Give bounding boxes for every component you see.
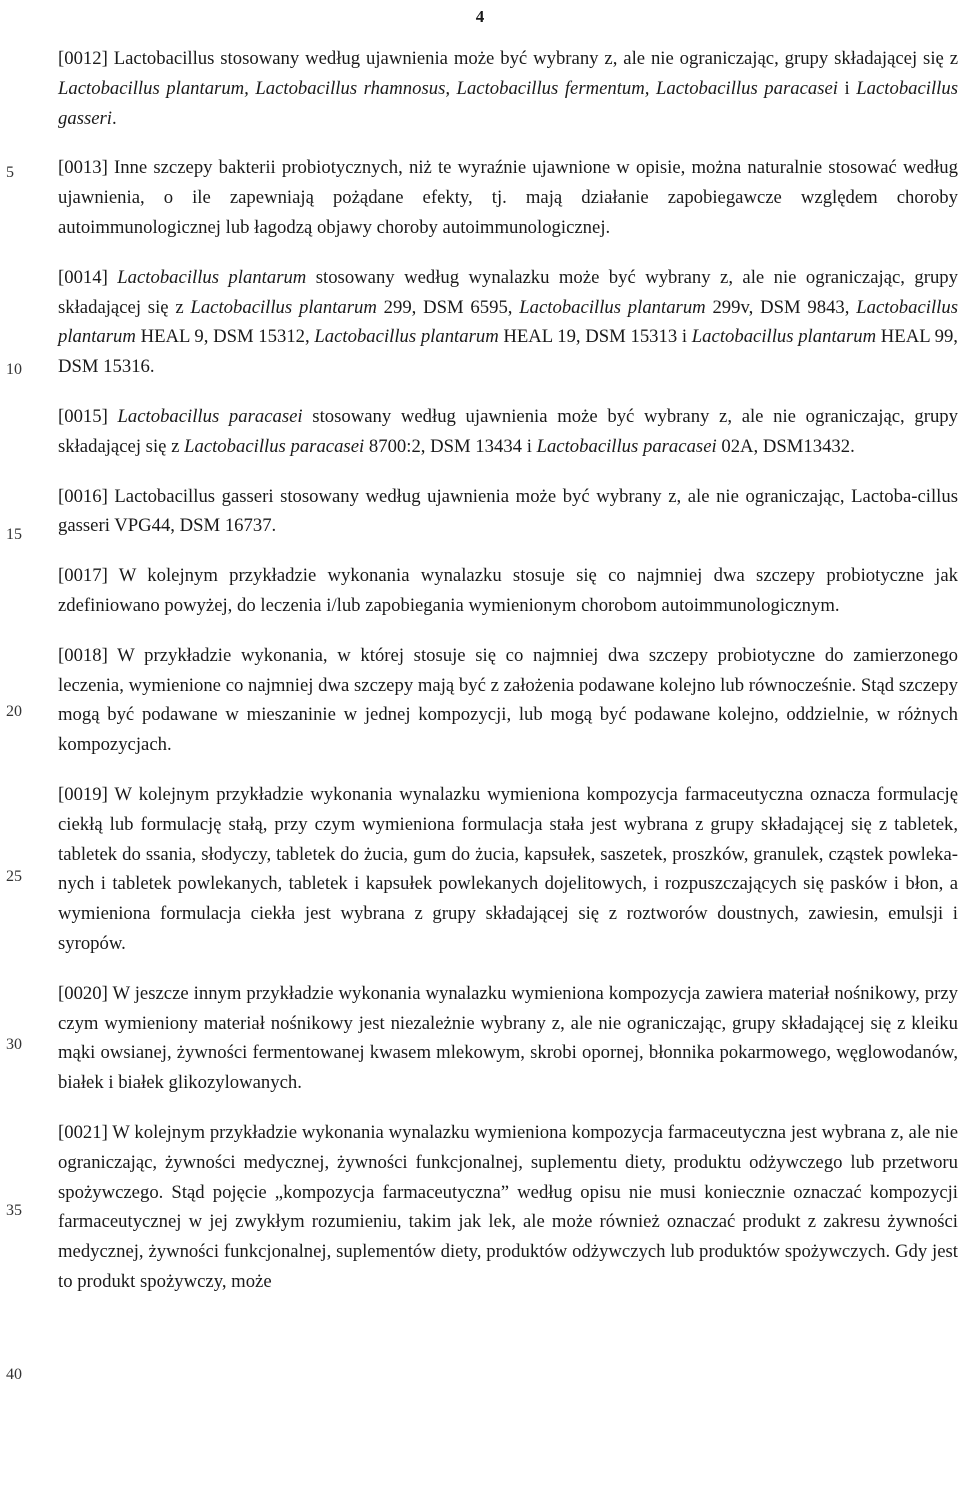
paragraph-number: [0014]: [58, 266, 108, 288]
paragraph-text: W kolejnym przykładzie wykonania wynalazku wymieniona kompozycja farmaceutyczna oznacza formulację ciekłą lub formulację stałą, przy czym wymieniona formulacja stała jest wybrana z grupy składającej się z tabletek, tabletek do ssania, słodyczy, tabletek do żucia, gum do żucia, kapsułek, saszetek, proszków, granulek, cząstek powlekanych i tabletek powlekanych, tabletek i kapsułek powlekanych dojelitowych, i rozpuszczających się pasków i błon, a wymieniona formulacja ciekła jest wybrana z grupy składającej się z roztworów doustnych, zawiesin, emulsji i syropów.: [58, 783, 958, 954]
paragraph-text: W kolejnym przykładzie wykonania wynalazku stosuje się co najmniej dwa szczepy probiotyczne jak zdefiniowano powyżej, do leczenia i/lub zapobiegania wymienionym chorobom autoimmunologicznym.: [58, 565, 958, 616]
paragraph-text: 299, DSM 6595,: [376, 296, 520, 318]
line-number: 5: [6, 164, 14, 181]
paragraph-text: i: [837, 77, 857, 99]
paragraph-text: Lactobacillus stosowany według ujawnienia może być wybrany z, ale nie ograniczając, grupy składającej się z: [107, 48, 958, 69]
line-number: 35: [6, 1202, 22, 1219]
italic-species-name: Lactobacillus paracasei: [536, 435, 717, 457]
document-body: [58, 44, 958, 1317]
paragraph-text: HEAL 19, DSM 15313 i: [498, 326, 692, 348]
paragraph-text: W jeszcze innym przykładzie wykonania wynalazku wymieniona kompozycja zawiera materiał nośnikowy, przy czym wymieniony materiał nośnikowy jest niezależnie wybrany z, ale nie ograniczając, grupy składającej się z kleiku mąki owsianej, żywności fermentowanej kwasem mlekowym, skrobi opornej, błonnika pokarmowego, węglowodanów, białek i białek glikozylowanych.: [58, 982, 958, 1094]
paragraph-text: .: [112, 107, 117, 129]
paragraph-text: [108, 267, 117, 288]
paragraph-text: HEAL 9, DSM 15312,: [135, 326, 315, 348]
paragraph-number: [0018]: [58, 644, 108, 666]
italic-species-name: Lactobacillus plantarum: [519, 296, 706, 318]
paragraph: [58, 1118, 958, 1297]
italic-species-name: Lactobacillus plantarum: [58, 296, 958, 348]
paragraph-number: [0015]: [58, 405, 108, 427]
paragraph: [58, 402, 958, 462]
paragraph-text: HEAL 99, DSM 15316.: [58, 326, 958, 378]
paragraph-text: 8700:2, DSM 13434 i: [364, 435, 537, 457]
paragraph-number: [0013]: [58, 157, 108, 179]
italic-species-name: Lactobacillus plantarum: [314, 326, 499, 348]
paragraph: [58, 153, 958, 242]
paragraph: [58, 780, 958, 959]
paragraph-number: [0019]: [58, 783, 108, 805]
line-number: 15: [6, 526, 22, 543]
paragraph-text: W kolejnym przykładzie wykonania wynalazku wymieniona kompozycja farmaceutyczna jest wybrana z, ale nie ograniczając, żywności medycznej, żywności funkcjonalnej, suplementu diety, produktu odżywczego lub przetworu spożywczego. Stąd pojęcie „kompozycja farmaceutyczna” według opisu nie musi koniecznie oznaczać kompozycji farmaceutycznej w jej zwykłym rozumieniu, takim jak lek, ale może również oznaczać produkt z zakresu żywności medycznej, żywności funkcjonalnej, suplementów diety, produktów odżywczych lub produktów spożywczych. Gdy jest to produkt spożywczy, może: [58, 1121, 958, 1292]
italic-species-name: Lactobacillus plantarum: [190, 296, 377, 318]
paragraph-text: W przykładzie wykonania, w której stosuje się co najmniej dwa szczepy probiotyczne do zamierzonego leczenia, wymienione co najmniej dwa szczepy mają być z założenia podawane kolejno lub równocześnie. Stąd szczepy mogą być podawane w mieszaninie w jednej kompozycji, lub mogą być podawane kolejno, oddzielnie, w różnych kompozycjach.: [58, 644, 958, 756]
paragraph: [58, 44, 958, 133]
italic-species-name: Lactobacillus plantarum: [691, 326, 877, 348]
paragraph-number: [0016]: [58, 485, 108, 507]
paragraph-number: [0012]: [58, 48, 108, 69]
line-number: 30: [6, 1036, 22, 1053]
paragraph-text: [108, 406, 118, 427]
page-number: 4: [475, 7, 485, 26]
paragraph-text: 299v, DSM 9843,: [705, 296, 857, 318]
paragraph-text: Inne szczepy bakterii probiotycznych, niż te wyraźnie ujawnione w opisie, można naturalnie stosować według ujawnienia, o ile zapewniają pożądane efekty, tj. mają działanie zapobiegawcze względem choroby autoimmunologicznej lub łagodzą objawy choroby autoimmunologicznej.: [58, 157, 958, 238]
italic-species-name: Lactobacillus plantarum: [117, 266, 307, 288]
paragraph-number: [0017]: [58, 565, 108, 587]
line-number: 10: [6, 361, 22, 378]
paragraph: [58, 561, 958, 621]
italic-species-name: Lactobacillus gasseri: [58, 77, 958, 129]
paragraph-text: stosowany według wynalazku może być wybrany z, ale nie ograniczając, grupy składającej się z: [58, 266, 958, 318]
italic-species-name: Lactobacillus paracasei: [184, 435, 365, 457]
line-number: 40: [6, 1366, 22, 1383]
line-number: 25: [6, 868, 22, 885]
paragraph: [58, 979, 958, 1098]
paragraph-number: [0021]: [58, 1121, 108, 1143]
paragraph-number: [0020]: [58, 982, 108, 1004]
paragraph-text: Lactobacillus gasseri stosowany według ujawnienia może być wybrany z, ale nie ograniczając, Lactoba-cillus gasseri VPG44, DSM 16737.: [58, 485, 958, 537]
line-number-margin: [0, 0, 58, 1511]
italic-species-name: Lactobacillus plantarum, Lactobacillus rhamnosus, Lactobacillus fermentum, Lactobacillus paracasei: [58, 77, 838, 99]
italic-species-name: Lactobacillus paracasei: [117, 405, 303, 427]
paragraph: [58, 263, 958, 382]
paragraph-text: stosowany według ujawnienia może być wybrany z, ale nie ograniczając, grupy składającej się z: [58, 405, 958, 457]
line-number: 20: [6, 703, 22, 720]
paragraph-text: 02A, DSM13432.: [716, 435, 855, 457]
paragraph: [58, 641, 958, 760]
paragraph: [58, 482, 958, 542]
